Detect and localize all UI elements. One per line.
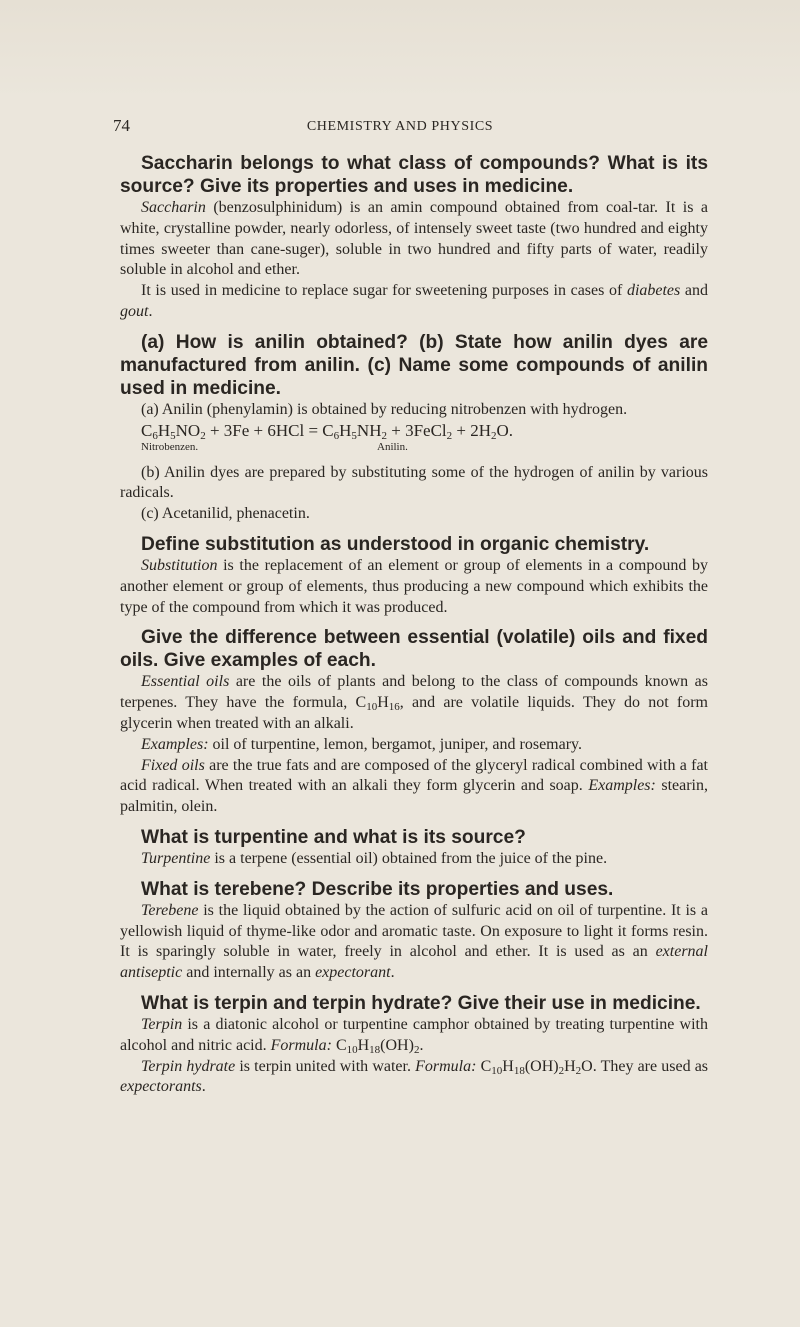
page-top-shading [0,0,800,100]
answer-turpentine: Turpentine is a terpene (essential oil) obtained from the juice of the pine. [141,849,608,867]
page-header [0,116,800,140]
question-oils: Give the difference between essential (volatile) oils and fixed oils. Give examples of each. [120,627,708,672]
answer-essential-examples: Examples: oil of turpentine, lemon, bergamot, juniper, and rosemary. [141,735,583,753]
running-title: CHEMISTRY AND PHYSICS [306,119,494,134]
answer-terpin-hydrate: Terpin hydrate is terpin united with water. Formula: $C_{10}H_{18}(OH)_2H_2O$. They are used as expectorants. [120,1057,709,1096]
equation-labels [141,440,708,463]
question-substitution: Define substitution as understood in organic chemistry. [141,533,650,555]
label-nitrobenzen: Nitrobenzen. [141,440,199,453]
page-number: 74 [113,116,130,135]
label-anilin: Anilin. [377,440,408,453]
question-terebene: What is terebene? Describe its properties and uses. [141,878,614,900]
answer-substitution: Substitution is the replacement of an element or group of elements in a compound by another element or group of elements, thus producing a new compound which exhibits the type of the compound from which it was produced. [120,556,708,616]
question-anilin: (a) How is anilin obtained? (b) State how anilin dyes are manufactured from anilin. (c) Name some compounds of anilin used in medicine. [120,331,708,399]
answer-terpin: Terpin is a diatonic alcohol or turpentine camphor obtained by treating turpentine with alcohol and nitric acid. Formula: $C_{10}H_{18}(OH)_2$. [120,1015,708,1056]
equation-anilin: $C_6H_5NO_2 + 3Fe + 6HCl = C_6H_5NH_2$ + 3FeCl$_2$ + $2H_2O$. [141,420,514,442]
answer-anilin-b: (b) Anilin dyes are prepared by substituting some of the hydrogen of anilin by various radicals. [120,463,708,502]
answer-terebene: Terebene is the liquid obtained by the action of sulfuric acid on oil of turpentine. It is a yellowish liquid of thyme-like odor and aromatic taste. On exposure to light it forms resin. It is sparingly soluble in water, freely in alcohol and ether. It is used as an external antiseptic and internally as an expectorant. [120,901,708,982]
answer-fixed-oils: Fixed oils are the true fats and are composed of the glyceryl radical combined with a fat acid radical. When treated with an alkali they form glycerin and soap. Examples: stearin, palmitin, olein. [120,756,709,816]
answer-anilin-c: (c) Acetanilid, phenacetin. [141,505,310,523]
answer-saccharin-uses: It is used in medicine to replace sugar for sweetening purposes in cases of diabetes and gout. [120,282,708,320]
question-saccharin: Saccharin belongs to what class of compounds? What is its source? Give its properties and uses in medicine. [120,153,708,197]
answer-anilin-a: (a) Anilin (phenylamin) is obtained by reducing nitrobenzen with hydrogen. [141,400,628,418]
question-terpin: What is terpin and terpin hydrate? Give their use in medicine. [141,992,701,1014]
page-body [120,152,708,1098]
term: Saccharin [141,199,206,216]
question-turpentine: What is turpentine and what is its source? [141,826,526,848]
answer-saccharin-properties: Saccharin (benzosulphinidum) is an amin compound obtained from coal-tar. It is a white, crystalline powder, nearly odorless, of intensely sweet taste (two hundred and eighty times sweeter than cane-suger), soluble in two hundred and fifty parts of water, readily soluble in alcohol and ether. [120,199,708,279]
answer-essential-oils: Essential oils are the oils of plants and belong to the class of compounds known as terpenes. They have the formula, $C_{10}H_{16}$, and are volatile liquids. They do not form glycerin when treated with an alkali. [120,673,709,732]
